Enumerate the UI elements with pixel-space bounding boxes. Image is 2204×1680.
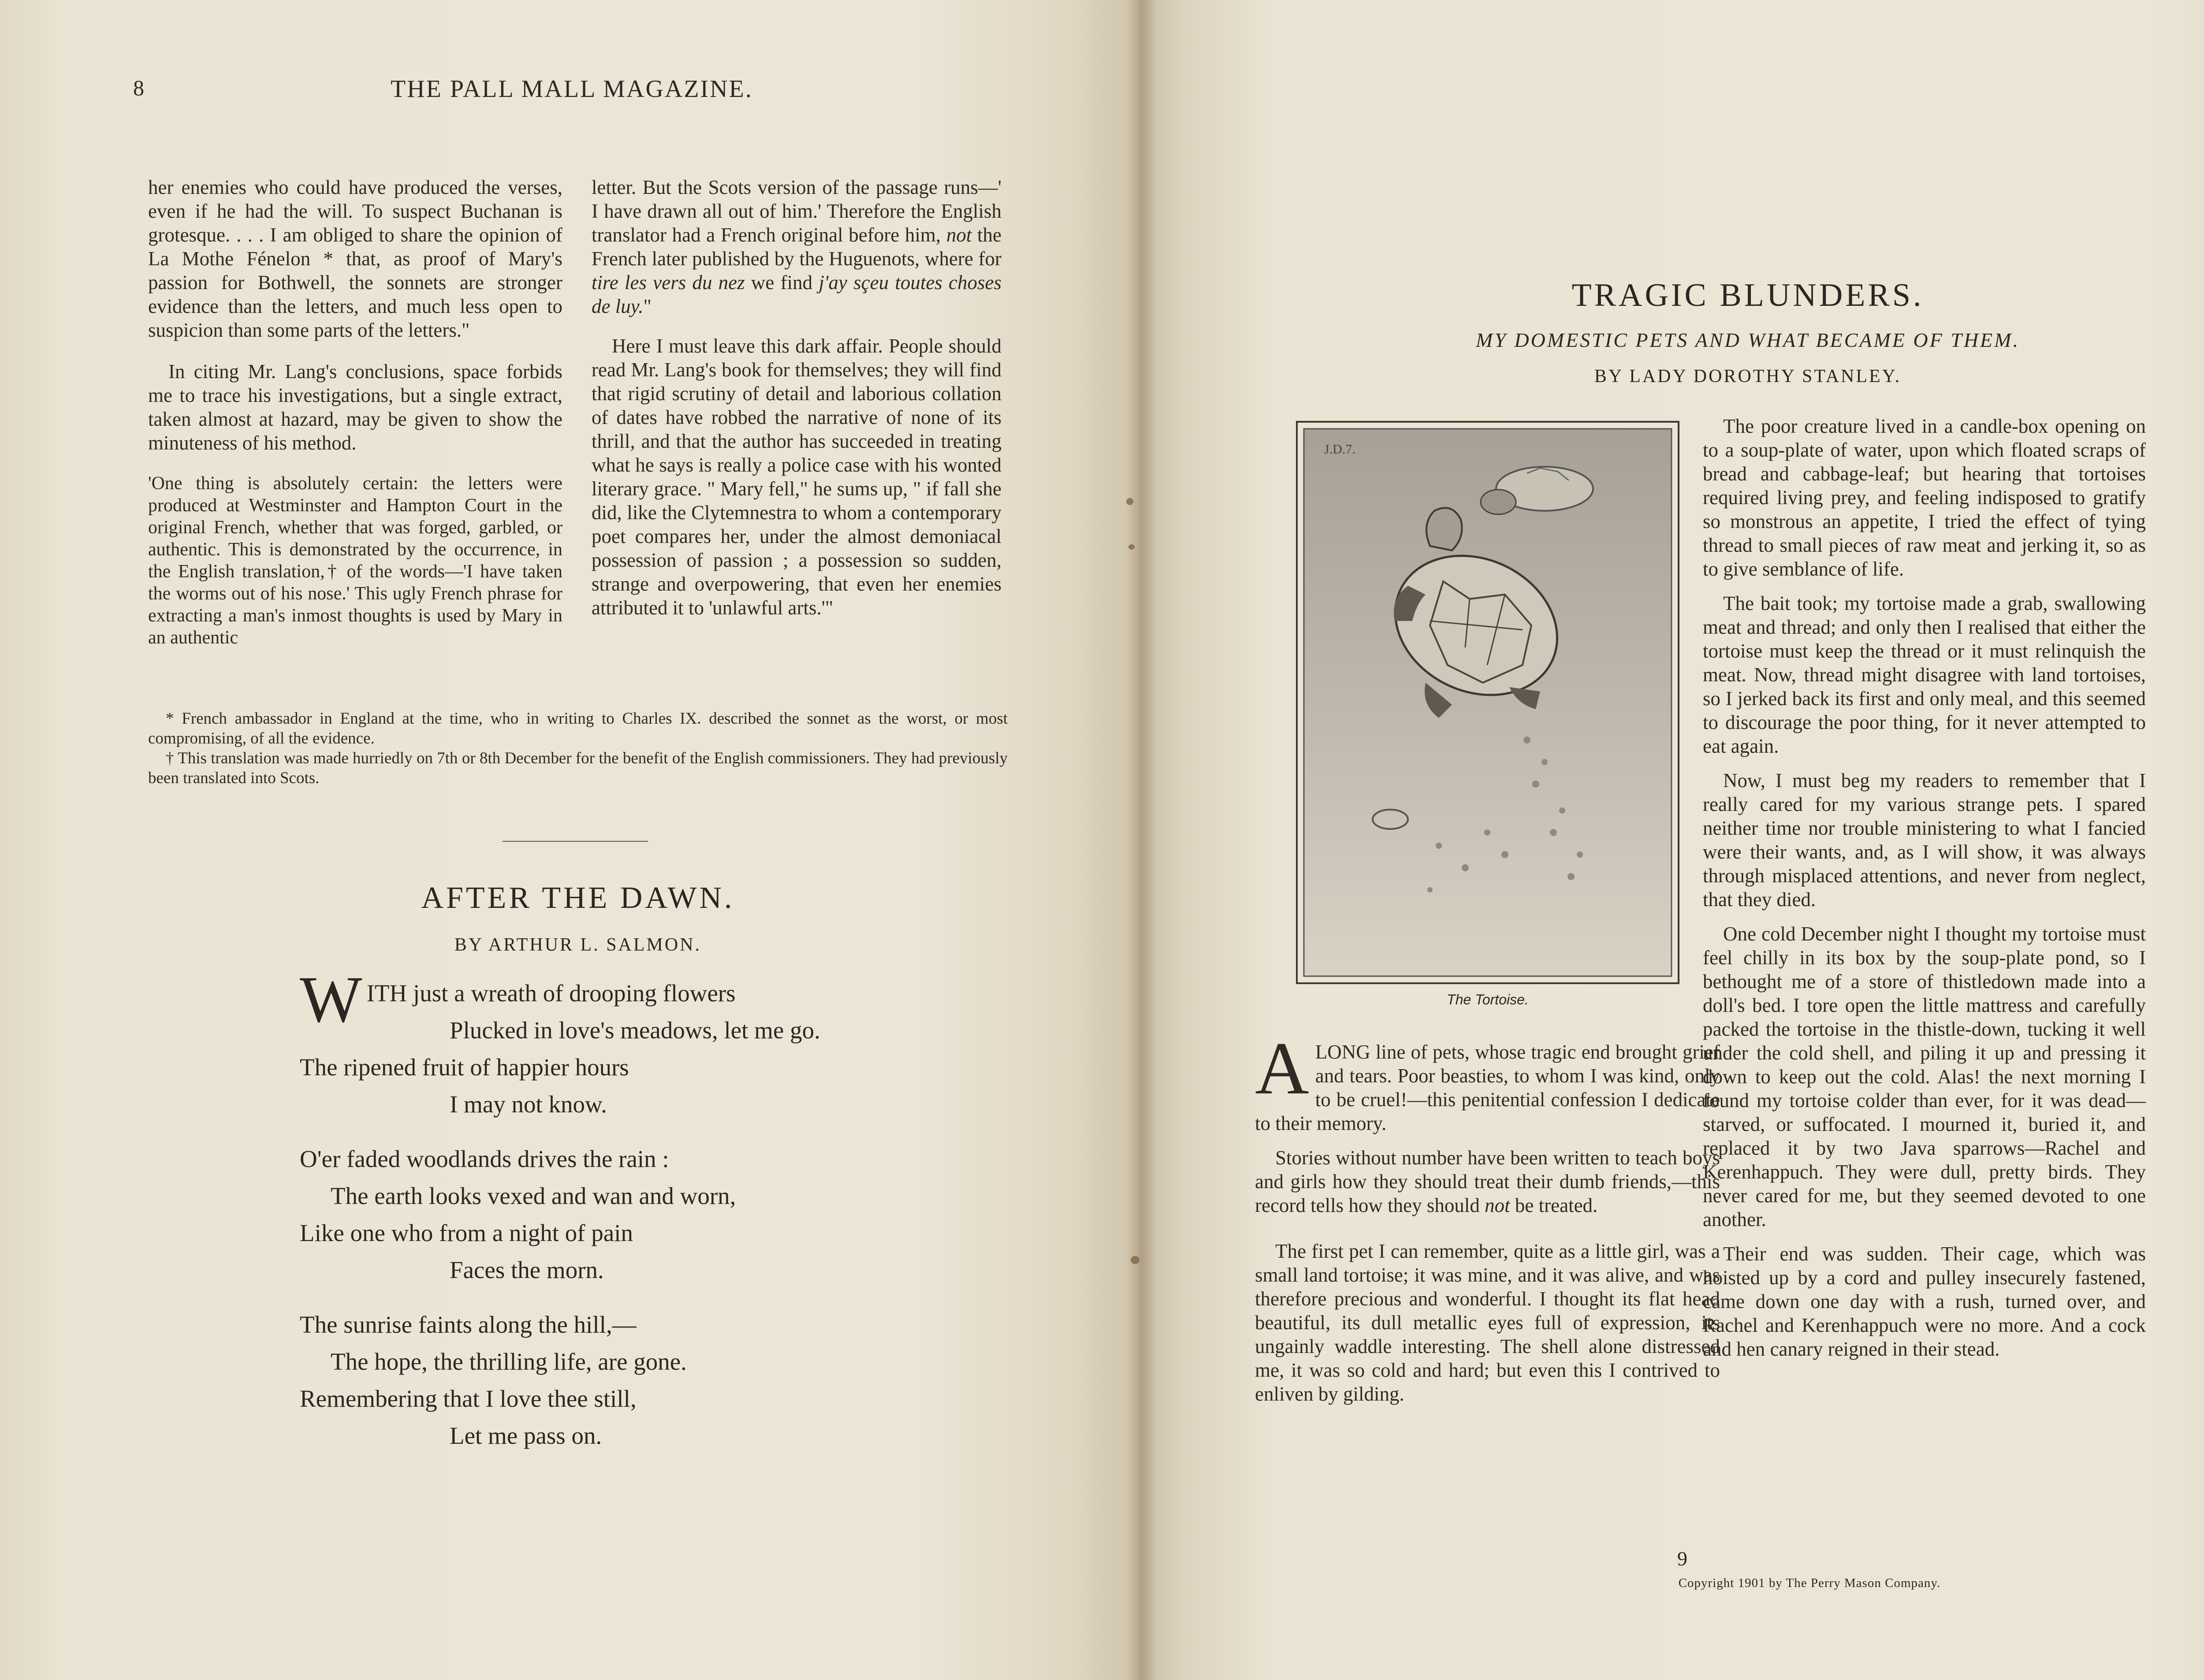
article-title: TRAGIC BLUNDERS. (1571, 277, 1924, 313)
tortoise-drawing (1298, 423, 1678, 982)
paragraph: Now, I must beg my readers to remember that I really cared for my various strange pets. I spared neither time nor trouble ministering to what I fancied were their wants, and, as I will show, it was always through misplaced attentions, and never from neglect, that they died. (1703, 769, 2146, 911)
poem-line: The earth looks vexed and wan and worn, (331, 1182, 736, 1209)
right-right-column (1703, 414, 2146, 1372)
poem-line: WITH just a wreath of drooping flowers (300, 963, 736, 1036)
paragraph: ALONG line of pets, whose tragic end brought grief and tears. Poor beasties, to whom I was kind, only to be cruel!—this penitential confession I dedicate to their memory. (1255, 1027, 1720, 1134)
poem-line: The hope, the thrilling life, are gone. (331, 1348, 687, 1375)
poem-line: The ripened fruit of happier hours (300, 1054, 629, 1081)
paragraph: Stories without number have been written to teach boys and girls how they should treat their dumb friends,—this record tells how they should not be treated. (1255, 1147, 1720, 1216)
paragraph: The bait took; my tortoise made a grab, swallowing meat and thread; and only then I realised that either the tortoise must keep the thread or it must relinquish the meat. Now, thread might disagree with land tortoises, so I jerked back its first and only meal, and this seemed to discourage the poor thing, for it never attempted to eat again. (1703, 592, 2146, 757)
drop-cap: A (1255, 1027, 1309, 1110)
paragraph: One cold December night I thought my tortoise must feel chilly in its box by the soup-plate pond, so I bethought me of a store of thistledown made into a doll's bed. I tore open the little mattress and carefully packed the tortoise in the thistle-down, tucking it well under the cold shell, and piling it up and pressing it down to keep out the cold. Alas! the next morning I found my tortoise colder than ever, for it was dead—starved, or suffocated. I mourned it, buried it, and replaced it by two Java sparrows—Rachel and Kerenhappuch. They were dull, pretty birds. They never cared for me, but they seemed devoted to one another. (1703, 923, 2146, 1230)
poem-title: AFTER THE DAWN. (421, 881, 735, 915)
poem-line: Plucked in love's meadows, let me go. (450, 1017, 820, 1044)
poem (300, 963, 961, 1454)
page-number-left: 8 (133, 75, 145, 100)
paragraph: her enemies who could have produced the verses, even if he had the will. To suspect Buchanan is grotesque. . . . I am obliged to share the opinion of La Mothe Fénelon * that, as proof of Mary's passion for Bothwell, the sonnets are stronger evidence than the letters, and much less open to suspicion than some parts of the letters." (148, 176, 562, 341)
illustration-caption: The Tortoise. (1447, 992, 1529, 1007)
paragraph: In citing Mr. Lang's conclusions, space forbids me to trace his investigations, but a single extract, taken almost at hazard, may be given to show the minuteness of his method. (148, 361, 562, 454)
poem-line: The sunrise faints along the hill,— (300, 1311, 637, 1338)
poem-line: I may not know. (450, 1091, 607, 1118)
paragraph: The first pet I can remember, quite as a little girl, was a small land tortoise; it was mine, and it was alive, and was therefore precious and wonderful. I thought its flat head beautiful, its dull metallic eyes full of expression, its ungainly waddle interesting. The shell alone distressed me, it was so cold and hard; but even this I contrived to enliven by gilding. (1255, 1240, 1720, 1405)
page-number-right: 9 (1677, 1547, 1687, 1570)
footnotes (148, 709, 1008, 788)
paragraph: Their end was sudden. Their cage, which was hoisted up by a cord and pulley insecurely fastened, came down one day with a rush, turned over, and Rachel and Kerenhappuch were no more. And a cock and hen canary reigned in their stead. (1703, 1243, 2146, 1360)
article-subtitle: MY DOMESTIC PETS AND WHAT BECAME OF THEM. (1476, 329, 2020, 351)
left-column-1 (148, 175, 562, 659)
drop-cap: W (300, 963, 362, 1036)
book-gutter (1126, 0, 1157, 1680)
poem-line: Let me pass on. (450, 1422, 602, 1449)
footnote: † This translation was made hurriedly on 7th or 8th December for the benefit of the English commissioners. They had previously been translated into Scots. (148, 749, 1008, 787)
paragraph: letter. But the Scots version of the passage runs—' I have drawn all out of him.' Therefore the English translator had a French original before him, not the French later published by the Huguenots, where for tire les vers du nez we find j'ay sçeu toutes choses de luy." (592, 176, 1002, 317)
running-head: THE PALL MALL MAGAZINE. (391, 75, 753, 103)
paragraph: Here I must leave this dark affair. People should read Mr. Lang's book for themselves; they will find that rigid scrutiny of detail and laborious collation of dates have robbed the narrative of none of its thrill, and that the author has succeeded in treating what he says is really a police case with his wonted literary grace. " Mary fell," he sums up, " if fall she did, like the Clytemnestra to whom a contemporary poet compares her, under the almost demoniacal possession of passion ; a possession so sudden, strange and overpowering, that even her enemies attributed it to 'unlawful arts.'" (592, 335, 1001, 619)
paper-stain (1131, 1256, 1139, 1264)
right-page (1139, 0, 2204, 1680)
left-column-2 (592, 175, 1001, 630)
poem-line: O'er faded woodlands drives the rain : (300, 1145, 669, 1172)
paper-stain (1126, 498, 1133, 505)
poem-line: Remembering that I love thee still, (300, 1385, 637, 1412)
poem-line: Like one who from a night of pain (300, 1219, 633, 1246)
tortoise-illustration (1296, 421, 1679, 984)
article-byline: BY LADY DOROTHY STANLEY. (1594, 366, 1902, 387)
right-left-column (1255, 1027, 1720, 1416)
footnote: * French ambassador in England at the time, who in writing to Charles IX. described the sonnet as the worst, or most compromising, of all the evidence. (148, 710, 1008, 747)
paper-stain (1128, 544, 1135, 550)
paragraph: The poor creature lived in a candle-box opening on to a soup-plate of water, upon which floated scraps of bread and cabbage-leaf; but hearing that tortoises required living prey, and feeling indisposed to gratify so monstrous an appetite, I tried the effect of tying thread to small pieces of raw meat and jerking it, so as to give semblance of life. (1703, 415, 2146, 580)
block-quote: 'One thing is absolutely certain: the letters were produced at Westminster and Hampton Court in the original French, whether that was forged, garbled, or authentic. This is demonstrated by the occurrence, in the English translation,† of the words—'I have taken the worms out of his nose.' This ugly French phrase for extracting a man's inmost thoughts is used by Mary in an authentic (148, 473, 562, 648)
poem-byline: BY ARTHUR L. SALMON. (454, 935, 702, 955)
copyright-notice: Copyright 1901 by The Perry Mason Company. (1678, 1576, 1941, 1590)
poem-line: Faces the morn. (450, 1256, 604, 1283)
section-divider (503, 841, 648, 842)
artist-initials: J.D.7. (1324, 442, 1355, 457)
